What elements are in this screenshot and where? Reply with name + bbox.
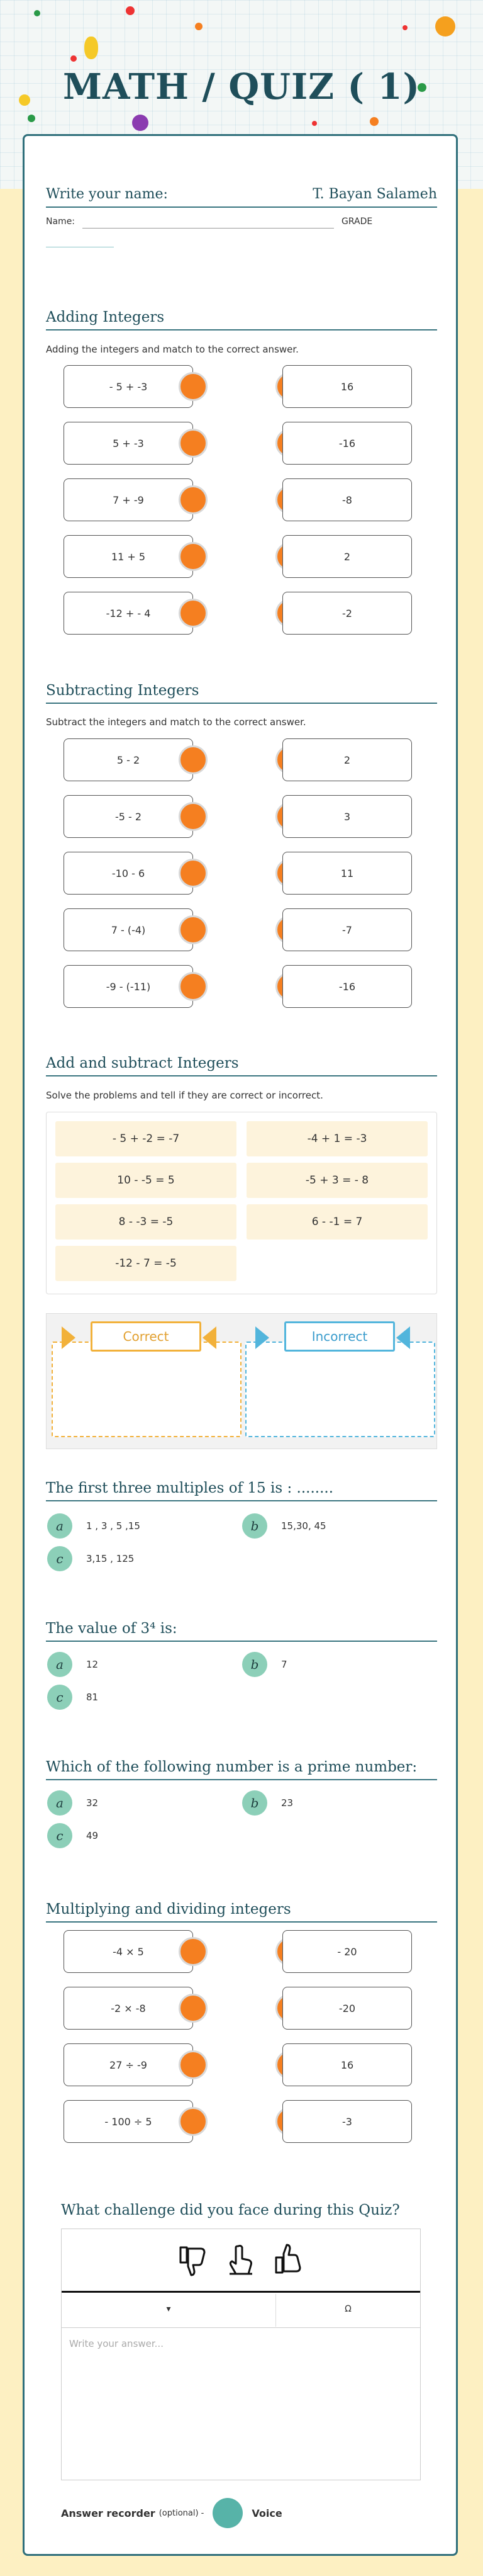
match-right-item[interactable]: 16 xyxy=(282,2043,412,2086)
match-connector-left[interactable] xyxy=(179,599,208,628)
match-connector-left[interactable] xyxy=(179,859,208,888)
paint-splash-decoration xyxy=(84,37,98,59)
pointing-hand-icon[interactable] xyxy=(222,2241,260,2279)
option-text: 23 xyxy=(281,1797,294,1809)
feedback-select-dropdown[interactable]: ▾ xyxy=(166,2304,171,2314)
match-left-item[interactable]: -2 × -8 xyxy=(64,1987,193,2030)
match-left-item[interactable]: 5 + -3 xyxy=(64,422,193,465)
match-right-item[interactable]: -3 xyxy=(282,2100,412,2143)
classify-item[interactable]: -4 + 1 = -3 xyxy=(247,1121,428,1156)
option-letter: a xyxy=(47,1790,72,1816)
classify-bins xyxy=(46,1313,437,1449)
mc-question-3: Which of the following number is a prime number: xyxy=(46,1759,437,1780)
match-left-item[interactable]: - 100 ÷ 5 xyxy=(64,2100,193,2143)
match-connector-left[interactable] xyxy=(179,1994,208,2023)
subtracting-title: Subtracting Integers xyxy=(46,682,437,704)
option-text: 3,15 , 125 xyxy=(86,1553,135,1564)
match-right-item[interactable]: -20 xyxy=(282,1987,412,2030)
match-right-item[interactable]: 3 xyxy=(282,795,412,838)
classify-item[interactable]: -5 + 3 = - 8 xyxy=(247,1163,428,1198)
mc-option[interactable] xyxy=(47,1546,134,1571)
match-connector-left[interactable] xyxy=(179,745,208,774)
match-connector-left[interactable] xyxy=(179,372,208,401)
option-text: 1 , 3 , 5 ,15 xyxy=(86,1520,140,1532)
special-character-button[interactable]: Ω xyxy=(345,2304,352,2314)
answer-recorder xyxy=(61,2498,282,2528)
incorrect-bin[interactable] xyxy=(245,1342,435,1437)
feedback-icon-row xyxy=(62,2229,420,2293)
option-text: 32 xyxy=(86,1797,99,1809)
thumbs-up-icon[interactable] xyxy=(270,2241,308,2279)
match-right-item[interactable]: 2 xyxy=(282,535,412,578)
option-text: 15,30, 45 xyxy=(281,1520,326,1532)
paint-splash-decoration xyxy=(195,23,203,30)
mc-option[interactable] xyxy=(242,1513,326,1539)
name-section-title xyxy=(46,186,437,208)
match-connector-left[interactable] xyxy=(179,915,208,944)
paint-splash-decoration xyxy=(132,115,148,131)
classify-title: Add and subtract Integers xyxy=(46,1055,437,1076)
match-right-item[interactable]: 2 xyxy=(282,738,412,781)
classify-instruction: Solve the problems and tell if they are correct or incorrect. xyxy=(46,1090,323,1101)
match-connector-left[interactable] xyxy=(179,2107,208,2136)
match-connector-left[interactable] xyxy=(179,485,208,514)
match-connector-left[interactable] xyxy=(179,429,208,458)
classify-item[interactable]: 10 - -5 = 5 xyxy=(55,1163,236,1198)
mc-option[interactable] xyxy=(47,1790,98,1816)
match-left-item[interactable]: -9 - (-11) xyxy=(64,965,193,1008)
match-connector-left[interactable] xyxy=(179,542,208,571)
match-right-item[interactable]: 16 xyxy=(282,365,412,408)
paint-splash-decoration xyxy=(70,55,77,62)
option-letter: c xyxy=(47,1685,72,1710)
mc-option[interactable] xyxy=(242,1652,287,1677)
match-left-item[interactable]: - 5 + -3 xyxy=(64,365,193,408)
match-left-item[interactable]: -10 - 6 xyxy=(64,852,193,895)
match-left-item[interactable]: 7 - (-4) xyxy=(64,908,193,951)
feedback-question: What challenge did you face during this Quiz? xyxy=(61,2202,400,2218)
ribbon-tail xyxy=(203,1326,216,1349)
match-connector-left[interactable] xyxy=(179,972,208,1001)
match-left-item[interactable]: 11 + 5 xyxy=(64,535,193,578)
option-letter: c xyxy=(47,1823,72,1848)
match-right-item[interactable]: -16 xyxy=(282,965,412,1008)
feedback-answer-input[interactable]: Write your answer... xyxy=(62,2327,420,2480)
match-right-item[interactable]: -7 xyxy=(282,908,412,951)
mc-option[interactable] xyxy=(47,1513,140,1539)
match-right-item[interactable]: 11 xyxy=(282,852,412,895)
feedback-panel xyxy=(61,2229,421,2480)
classify-item[interactable]: 8 - -3 = -5 xyxy=(55,1204,236,1240)
match-connector-left[interactable] xyxy=(179,1937,208,1966)
match-left-item[interactable]: 5 - 2 xyxy=(64,738,193,781)
mc-option[interactable] xyxy=(47,1652,98,1677)
adding-title: Adding Integers xyxy=(46,309,437,330)
option-text: 12 xyxy=(86,1659,99,1670)
worksheet-card xyxy=(23,134,458,2556)
match-left-item[interactable]: 7 + -9 xyxy=(64,478,193,521)
option-letter: b xyxy=(242,1790,267,1816)
option-letter: a xyxy=(47,1513,72,1539)
match-right-item[interactable]: - 20 xyxy=(282,1930,412,1973)
author-name: T. Bayan Salameh xyxy=(313,186,437,202)
grade-label: GRADE xyxy=(341,217,373,227)
mc-option[interactable] xyxy=(47,1685,98,1710)
match-left-item[interactable]: 27 ÷ -9 xyxy=(64,2043,193,2086)
match-left-item[interactable]: -5 - 2 xyxy=(64,795,193,838)
classify-item[interactable]: -12 - 7 = -5 xyxy=(55,1246,236,1281)
option-text: 7 xyxy=(281,1659,287,1670)
option-text: 81 xyxy=(86,1692,99,1703)
paint-splash-decoration xyxy=(435,16,455,37)
classify-item[interactable]: 6 - -1 = 7 xyxy=(247,1204,428,1240)
match-left-item[interactable]: -4 × 5 xyxy=(64,1930,193,1973)
correct-bin[interactable] xyxy=(52,1342,242,1437)
name-section xyxy=(46,186,437,235)
incorrect-bin-label: Incorrect xyxy=(284,1321,395,1352)
multiplying-title: Multiplying and dividing integers xyxy=(46,1901,437,1923)
option-text: 49 xyxy=(86,1830,99,1841)
recorder-optional: (optional) - xyxy=(158,2508,204,2518)
voice-label: Voice xyxy=(252,2507,282,2519)
match-right-item[interactable]: -16 xyxy=(282,422,412,465)
match-right-item[interactable]: -8 xyxy=(282,478,412,521)
mc-question-1: The first three multiples of 15 is : ........ xyxy=(46,1480,437,1501)
name-row xyxy=(46,215,437,235)
adding-instruction: Adding the integers and match to the correct answer. xyxy=(46,344,299,355)
match-connector-left[interactable] xyxy=(179,802,208,831)
paint-splash-decoration xyxy=(402,25,408,30)
option-letter: b xyxy=(242,1513,267,1539)
mc-option[interactable] xyxy=(47,1823,98,1848)
recorder-label: Answer recorder xyxy=(61,2507,155,2519)
correct-bin-label: Correct xyxy=(91,1321,201,1352)
name-input-line[interactable] xyxy=(82,228,334,229)
match-connector-left[interactable] xyxy=(179,2050,208,2079)
ribbon-tail xyxy=(62,1326,75,1349)
option-letter: b xyxy=(242,1652,267,1677)
option-letter: a xyxy=(47,1652,72,1677)
classify-item[interactable]: - 5 + -2 = -7 xyxy=(55,1121,236,1156)
page-title: MATH / QUIZ ( 1) xyxy=(62,66,421,108)
classify-items-grid xyxy=(46,1112,437,1294)
subtracting-instruction: Subtract the integers and match to the correct answer. xyxy=(46,716,306,728)
paint-splash-decoration xyxy=(28,115,35,122)
paint-splash-decoration xyxy=(370,117,379,126)
match-right-item[interactable]: -2 xyxy=(282,592,412,635)
ribbon-tail xyxy=(255,1326,269,1349)
paint-splash-decoration xyxy=(34,10,40,16)
name-prompt: Write your name: xyxy=(46,186,168,202)
thumbs-down-icon[interactable] xyxy=(174,2241,212,2279)
option-letter: c xyxy=(47,1546,72,1571)
record-voice-button[interactable] xyxy=(213,2498,243,2528)
paint-splash-decoration xyxy=(312,121,317,126)
paint-splash-decoration xyxy=(126,6,135,15)
match-left-item[interactable]: -12 + - 4 xyxy=(64,592,193,635)
name-label: Name: xyxy=(46,217,75,227)
mc-option[interactable] xyxy=(242,1790,293,1816)
mc-question-2: The value of 3⁴ is: xyxy=(46,1620,437,1642)
ribbon-tail xyxy=(396,1326,410,1349)
